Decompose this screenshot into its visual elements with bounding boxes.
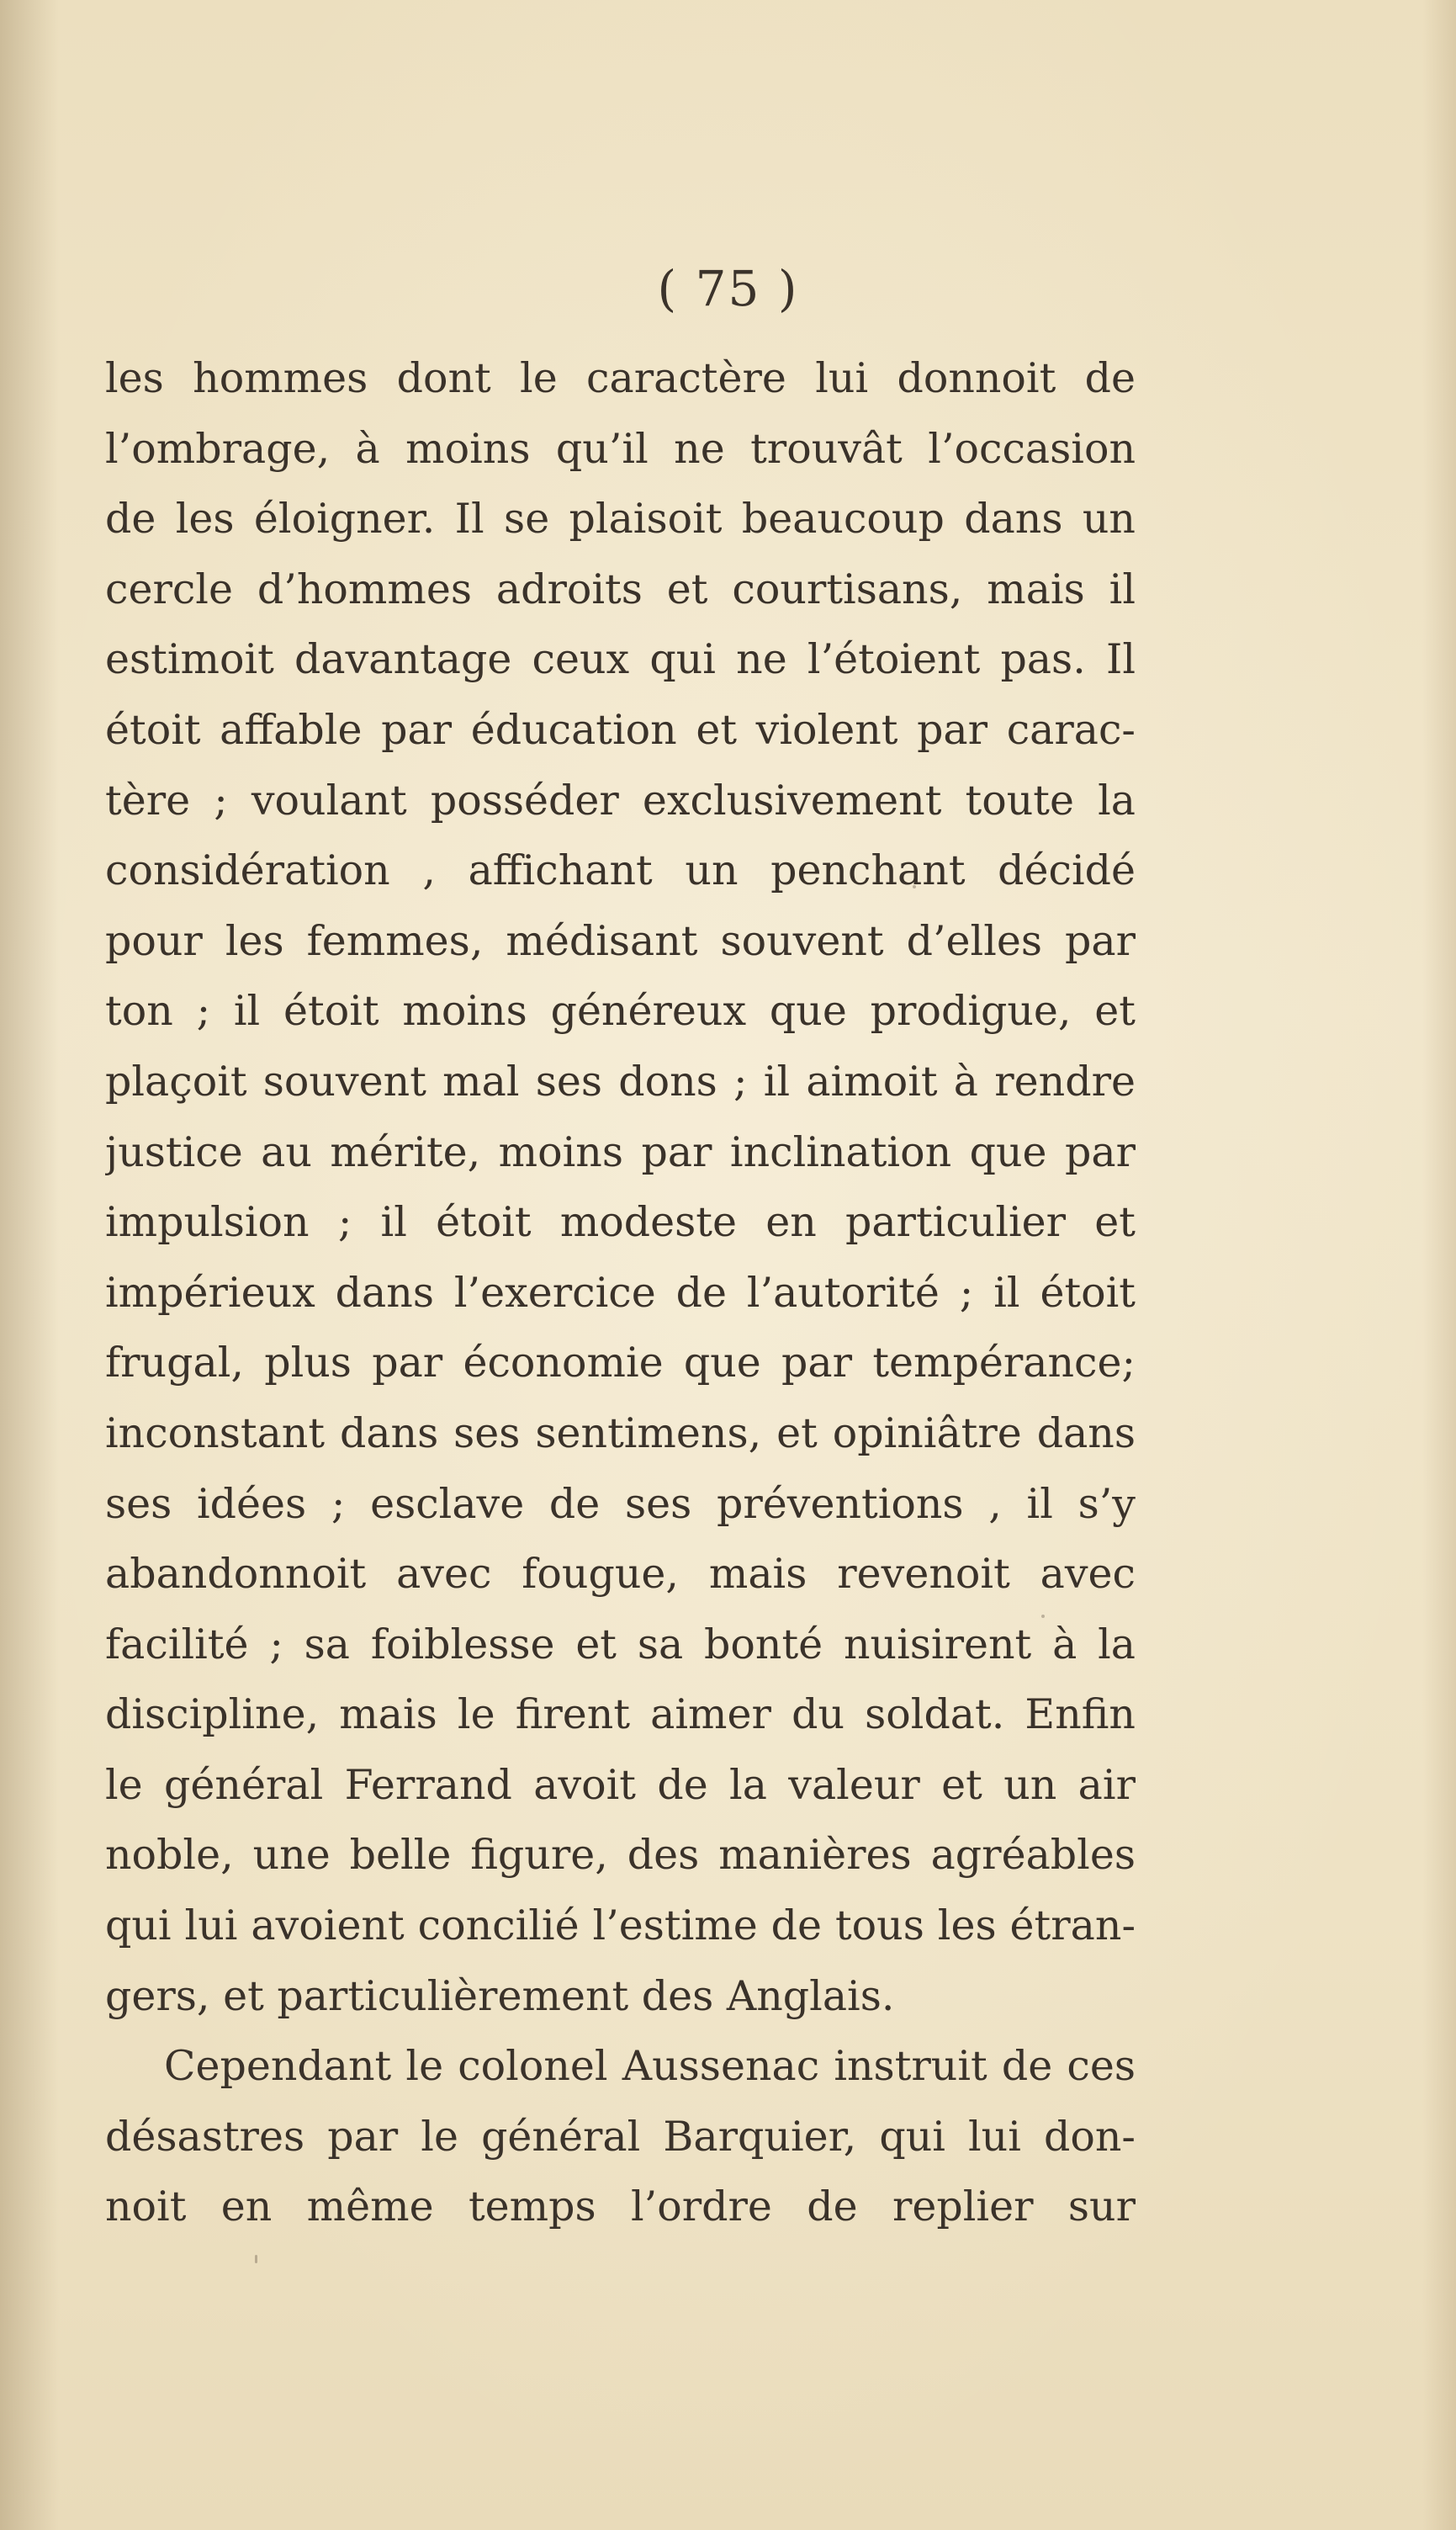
text-line: qui lui avoient concilié l’estime de tous les étran- bbox=[105, 1901, 1136, 1950]
body-text bbox=[105, 343, 1136, 2242]
text-line: abandonnoit avec fougue, mais revenoit avec bbox=[105, 1550, 1136, 1599]
text-line: ses idées ; esclave de ses préventions , il s’y bbox=[105, 1479, 1136, 1528]
page-number: ( 75 ) bbox=[657, 260, 799, 317]
text-line: l’ombrage, à moins qu’il ne trouvât l’occasion bbox=[105, 424, 1136, 473]
text-line: justice au mérite, moins par inclination que par bbox=[105, 1127, 1136, 1176]
text-line: noble, une belle figure, des manières agréables bbox=[105, 1831, 1136, 1880]
text-line: inconstant dans ses sentimens, et opiniâtre dans bbox=[105, 1408, 1136, 1457]
text-line: facilité ; sa foiblesse et sa bonté nuisirent à la bbox=[105, 1620, 1136, 1668]
text-line: le général Ferrand avoit de la valeur et un air bbox=[105, 1760, 1136, 1809]
text-line: tère ; voulant posséder exclusivement toute la bbox=[105, 776, 1136, 825]
paper-speck bbox=[255, 2255, 257, 2263]
text-line: frugal, plus par économie que par tempérance; bbox=[105, 1339, 1136, 1387]
text-line: Cependant le colonel Aussenac instruit de ces bbox=[164, 2042, 1136, 2091]
text-line: impulsion ; il étoit modeste en particulier et bbox=[105, 1198, 1136, 1247]
text-line: étoit affable par éducation et violent par carac- bbox=[105, 705, 1136, 754]
paragraph-2 bbox=[105, 2031, 1136, 2242]
text-line: plaçoit souvent mal ses dons ; il aimoit à rendre bbox=[105, 1057, 1136, 1106]
text-line: pour les femmes, médisant souvent d’elles par bbox=[105, 916, 1136, 965]
text-line: noit en même temps l’ordre de replier sur bbox=[105, 2183, 1136, 2231]
text-line: de les éloigner. Il se plaisoit beaucoup dans un bbox=[105, 495, 1136, 544]
text-line: estimoit davantage ceux qui ne l’étoient pas. Il bbox=[105, 635, 1136, 684]
text-line: gers, et particulièrement des Anglais. bbox=[105, 1971, 895, 2020]
text-line: impérieux dans l’exercice de l’autorité ; il étoit bbox=[105, 1268, 1136, 1317]
text-line: cercle d’hommes adroits et courtisans, mais il bbox=[105, 565, 1136, 613]
text-line: les hommes dont le caractère lui donnoit de bbox=[105, 354, 1136, 402]
text-line: discipline, mais le firent aimer du soldat. Enfin bbox=[105, 1690, 1136, 1739]
text-line: désastres par le général Barquier, qui lui don- bbox=[105, 2112, 1136, 2161]
text-line: ton ; il étoit moins généreux que prodigue, et bbox=[105, 987, 1136, 1036]
paragraph-1 bbox=[105, 343, 1136, 2031]
text-line: considération , affichant un penchant décidé bbox=[105, 846, 1136, 895]
